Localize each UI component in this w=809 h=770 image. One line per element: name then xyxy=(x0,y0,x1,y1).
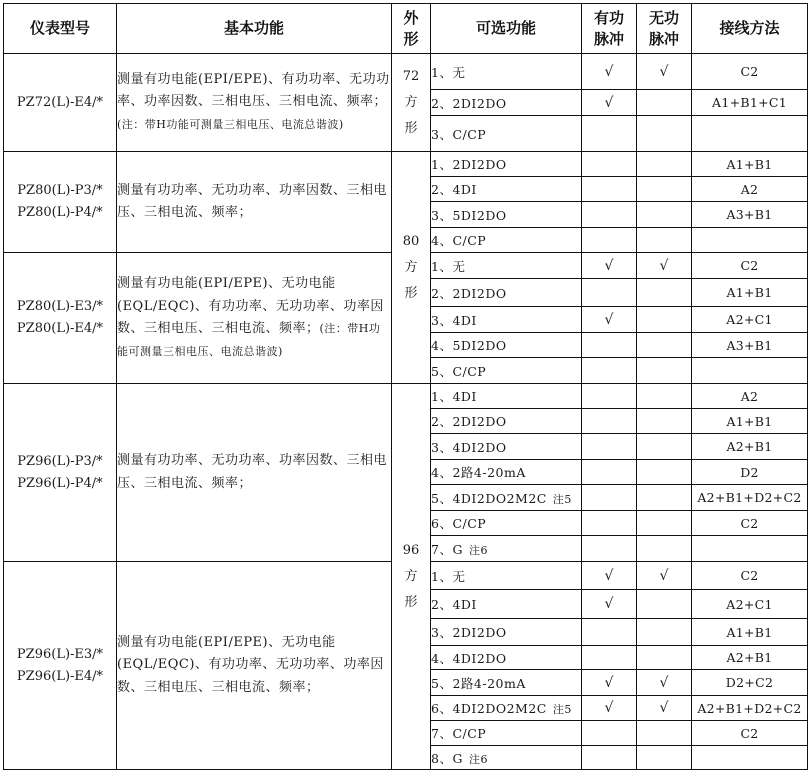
option-label xyxy=(431,279,582,307)
table-row xyxy=(4,384,808,409)
option-text: 5、2路4-20mA xyxy=(431,675,526,691)
reactive-pulse-check xyxy=(637,619,692,646)
active-pulse-check: √ xyxy=(582,562,637,590)
option-label xyxy=(431,152,582,177)
shape-char: 方 xyxy=(404,94,418,110)
wiring-value: C2 xyxy=(692,562,808,590)
option-text: 5、C/CP xyxy=(431,363,487,379)
header-row xyxy=(4,4,808,54)
basic-function-note: (注：带H功能可测量三相电压、电流总谐波) xyxy=(117,117,344,131)
reactive-pulse-check xyxy=(637,460,692,485)
active-pulse-check: √ xyxy=(582,307,637,333)
option-label xyxy=(431,307,582,333)
option-text: 5、4DI2DO2M2C xyxy=(431,490,547,506)
option-text: 1、2DI2DO xyxy=(431,157,507,172)
reactive-pulse-check xyxy=(637,307,692,333)
option-label xyxy=(431,696,582,721)
header-optional-function: 可选功能 xyxy=(431,4,582,54)
option-label xyxy=(431,646,582,670)
option-text: 3、5DI2DO xyxy=(431,207,507,223)
option-label xyxy=(431,485,582,511)
option-label xyxy=(431,670,582,696)
reactive-pulse-check xyxy=(637,358,692,384)
reactive-pulse-check xyxy=(637,152,692,177)
reactive-pulse-check xyxy=(637,646,692,670)
option-text: 6、C/CP xyxy=(431,516,487,531)
wiring-value: A2 xyxy=(692,177,808,202)
option-label xyxy=(431,409,582,434)
header-active-pulse xyxy=(582,4,637,54)
active-pulse-check xyxy=(582,279,637,307)
option-label xyxy=(431,746,582,770)
option-text: 7、C/CP xyxy=(431,726,487,741)
option-label xyxy=(431,721,582,746)
basic-function-cell xyxy=(117,384,392,562)
active-pulse-check xyxy=(582,746,637,770)
reactive-pulse-check: √ xyxy=(637,670,692,696)
option-text: 3、2DI2DO xyxy=(431,625,507,640)
active-pulse-check xyxy=(582,152,637,177)
option-text: 1、无 xyxy=(431,258,466,274)
shape-cell xyxy=(392,54,431,152)
wiring-value xyxy=(692,358,808,384)
model-name: PZ96(L)-E4/* xyxy=(16,668,104,684)
wiring-value: A2+B1 xyxy=(692,434,808,460)
table-row xyxy=(4,54,808,90)
header-model: 仪表型号 xyxy=(4,4,117,54)
wiring-value: A1+B1+C1 xyxy=(692,90,808,116)
active-pulse-check: √ xyxy=(582,590,637,619)
option-text: 2、4DI xyxy=(431,182,477,197)
option-text: 3、4DI2DO xyxy=(431,439,507,455)
basic-function-text: 测量有功电能(EPI/EPE)、有功功率、无功功率、功率因数、三相电压、三相电流、频率； xyxy=(117,71,390,110)
active-pulse-check: √ xyxy=(582,54,637,90)
reactive-pulse-check xyxy=(637,746,692,770)
wiring-value: A3+B1 xyxy=(692,202,808,228)
option-note: 注6 xyxy=(468,543,488,557)
model-cell xyxy=(4,152,117,253)
active-pulse-check: √ xyxy=(582,670,637,696)
reactive-pulse-check xyxy=(637,511,692,536)
wiring-value: C2 xyxy=(692,511,808,536)
header-shape-text: 外形 xyxy=(403,8,419,48)
active-pulse-check xyxy=(582,536,637,562)
active-pulse-check: √ xyxy=(582,253,637,279)
option-label xyxy=(431,562,582,590)
model-name: PZ96(L)-P3/* xyxy=(17,453,103,469)
reactive-pulse-check: √ xyxy=(637,562,692,590)
option-text: 3、4DI xyxy=(431,312,477,328)
option-label xyxy=(431,333,582,358)
basic-function-text: 测量有功功率、无功功率、功率因数、三相电压、三相电流、频率； xyxy=(117,182,388,220)
option-note: 注5 xyxy=(552,703,572,716)
reactive-pulse-check xyxy=(637,409,692,434)
shape-char: 方 xyxy=(404,259,418,275)
reactive-pulse-check xyxy=(637,228,692,253)
active-pulse-check xyxy=(582,384,637,409)
wiring-value: A2+B1 xyxy=(692,646,808,670)
model-cell xyxy=(4,253,117,384)
wiring-value: C2 xyxy=(692,721,808,746)
wiring-value: A1+B1 xyxy=(692,409,808,434)
wiring-value: C2 xyxy=(692,253,808,279)
option-label xyxy=(431,511,582,536)
model-cell xyxy=(4,54,117,152)
active-pulse-check xyxy=(582,202,637,228)
wiring-value: A1+B1 xyxy=(692,279,808,307)
active-pulse-check: √ xyxy=(582,90,637,116)
reactive-pulse-check xyxy=(637,384,692,409)
shape-char: 形 xyxy=(404,120,418,136)
header-basic-function: 基本功能 xyxy=(117,4,392,54)
option-text: 2、2DI2DO xyxy=(431,414,507,429)
wiring-value xyxy=(692,228,808,253)
option-label xyxy=(431,358,582,384)
wiring-value xyxy=(692,116,808,152)
option-label xyxy=(431,177,582,202)
model-name: PZ80(L)-P3/* xyxy=(17,183,103,198)
wiring-value: D2+C2 xyxy=(692,670,808,696)
option-label xyxy=(431,116,582,152)
model-name: PZ96(L)-E3/* xyxy=(16,646,104,662)
reactive-pulse-check xyxy=(637,90,692,116)
wiring-value: A1+B1 xyxy=(692,152,808,177)
active-pulse-check xyxy=(582,177,637,202)
reactive-pulse-check xyxy=(637,116,692,152)
reactive-pulse-check: √ xyxy=(637,253,692,279)
basic-function-cell xyxy=(117,562,392,770)
table-row xyxy=(4,152,808,177)
active-pulse-check xyxy=(582,333,637,358)
wiring-value: A2+B1+D2+C2 xyxy=(692,696,808,721)
option-text: 4、2路4-20mA xyxy=(431,465,526,480)
wiring-value: A2+B1+D2+C2 xyxy=(692,485,808,511)
shape-size: 72 xyxy=(402,68,420,84)
active-pulse-check xyxy=(582,409,637,434)
header-wiring: 接线方法 xyxy=(692,4,808,54)
shape-size: 80 xyxy=(402,233,420,249)
shape-char: 形 xyxy=(404,594,418,610)
option-text: 6、4DI2DO2M2C xyxy=(431,701,547,716)
reactive-pulse-check xyxy=(637,333,692,358)
basic-function-text: 测量有功电能(EPI/EPE)、无功电能(EQL/EQC)、有功功率、无功功率、功率因数、三相电压、三相电流、频率； xyxy=(117,634,384,695)
option-text: 2、2DI2DO xyxy=(431,285,507,301)
model-cell xyxy=(4,562,117,770)
model-cell xyxy=(4,384,117,562)
model-name: PZ96(L)-P4/* xyxy=(17,475,103,491)
wiring-value: A1+B1 xyxy=(692,619,808,646)
basic-function-cell xyxy=(117,253,392,384)
reactive-pulse-check xyxy=(637,590,692,619)
reactive-pulse-check xyxy=(637,536,692,562)
reactive-pulse-check xyxy=(637,485,692,511)
wiring-value xyxy=(692,536,808,562)
option-label xyxy=(431,384,582,409)
model-name: PZ80(L)-E4/* xyxy=(16,321,104,336)
model-name: PZ80(L)-P4/* xyxy=(17,205,103,220)
active-pulse-check xyxy=(582,116,637,152)
option-text: 4、4DI2DO xyxy=(431,650,507,666)
header-reactive-pulse-text: 无功脉冲 xyxy=(648,8,679,48)
shape-cell xyxy=(392,152,431,384)
basic-function-text: 测量有功功率、无功功率、功率因数、三相电压、三相电流、频率； xyxy=(117,453,388,491)
wiring-value: C2 xyxy=(692,54,808,90)
shape-cell xyxy=(392,384,431,770)
header-active-pulse-text: 有功脉冲 xyxy=(593,8,624,48)
active-pulse-check xyxy=(582,511,637,536)
basic-function-cell xyxy=(117,54,392,152)
active-pulse-check xyxy=(582,646,637,670)
shape-char: 形 xyxy=(404,285,418,301)
option-text: 4、5DI2DO xyxy=(431,338,507,353)
option-label xyxy=(431,54,582,90)
wiring-value: A2 xyxy=(692,384,808,409)
table-body xyxy=(4,54,808,770)
active-pulse-check xyxy=(582,434,637,460)
option-text: 1、无 xyxy=(431,568,466,584)
active-pulse-check xyxy=(582,228,637,253)
wiring-value: D2 xyxy=(692,460,808,485)
reactive-pulse-check xyxy=(637,177,692,202)
option-label xyxy=(431,90,582,116)
active-pulse-check xyxy=(582,721,637,746)
active-pulse-check xyxy=(582,460,637,485)
basic-function-text: 测量有功电能(EPI/EPE)、无功电能(EQL/EQC)、有功功率、无功功率、功率因数、三相电压、三相电流、频率； xyxy=(117,276,384,336)
model-name: PZ80(L)-E3/* xyxy=(16,299,104,314)
option-label xyxy=(431,590,582,619)
option-text: 8、G xyxy=(431,750,463,766)
reactive-pulse-check: √ xyxy=(637,54,692,90)
shape-char: 方 xyxy=(404,568,418,584)
wiring-value xyxy=(692,746,808,770)
option-text: 4、C/CP xyxy=(431,233,487,248)
header-shape xyxy=(392,4,431,54)
option-label xyxy=(431,228,582,253)
option-label xyxy=(431,460,582,485)
option-label xyxy=(431,536,582,562)
reactive-pulse-check xyxy=(637,434,692,460)
basic-function-note: (注：带H功能可测量三相电压、电流总谐波) xyxy=(117,322,381,358)
option-text: 2、4DI xyxy=(431,597,477,612)
wiring-value: A2+C1 xyxy=(692,590,808,619)
shape-size: 96 xyxy=(402,542,420,558)
active-pulse-check xyxy=(582,485,637,511)
option-text: 1、4DI xyxy=(431,389,477,404)
model-name: PZ72(L)-E4/* xyxy=(16,94,104,110)
option-text: 7、G xyxy=(431,541,463,557)
option-label xyxy=(431,253,582,279)
option-text: 2、2DI2DO xyxy=(431,95,507,111)
reactive-pulse-check xyxy=(637,721,692,746)
meter-spec-table xyxy=(3,3,808,770)
wiring-value: A2+C1 xyxy=(692,307,808,333)
option-label xyxy=(431,202,582,228)
option-label xyxy=(431,619,582,646)
option-text: 1、无 xyxy=(431,64,466,80)
header-reactive-pulse xyxy=(637,4,692,54)
option-text: 3、C/CP xyxy=(431,126,487,142)
option-label xyxy=(431,434,582,460)
reactive-pulse-check: √ xyxy=(637,696,692,721)
wiring-value: A3+B1 xyxy=(692,333,808,358)
reactive-pulse-check xyxy=(637,279,692,307)
basic-function-cell xyxy=(117,152,392,253)
reactive-pulse-check xyxy=(637,202,692,228)
active-pulse-check: √ xyxy=(582,696,637,721)
active-pulse-check xyxy=(582,619,637,646)
option-note: 注6 xyxy=(468,752,488,766)
option-note: 注5 xyxy=(552,492,572,506)
active-pulse-check xyxy=(582,358,637,384)
